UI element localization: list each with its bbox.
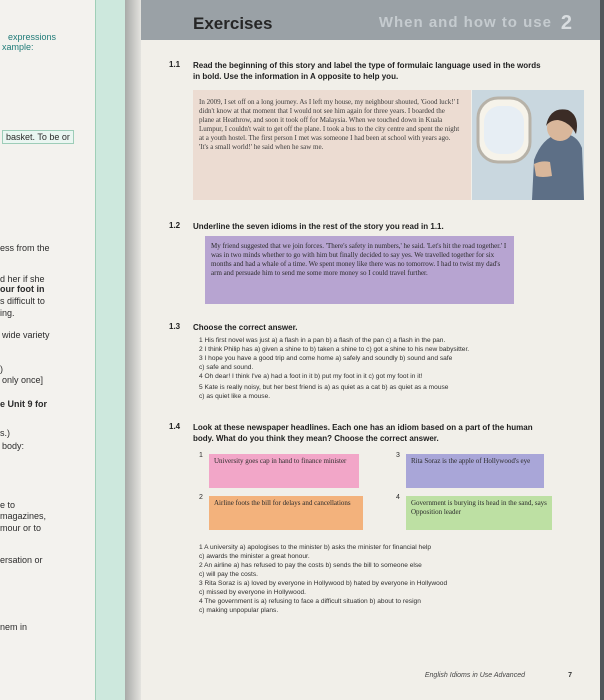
airplane-passenger-image: [472, 90, 584, 200]
left-snippet: s difficult to: [0, 296, 45, 306]
answer-item: c) awards the minister a great honour.: [199, 553, 310, 560]
exercise-instruction: Look at these newspaper headlines. Each one has an idiom based on a part of the human body. What do you think they mean? Choose the correct answer.: [193, 423, 533, 443]
left-snippet: xample:: [2, 42, 34, 52]
answer-item: 2 An airline a) has refused to pay the costs b) sends the bill to someone else: [199, 562, 422, 569]
left-snippet: body:: [2, 441, 25, 451]
answer-item: c) will pay the costs.: [199, 571, 258, 578]
headline-number: 2: [199, 494, 203, 501]
story-text: In 2009, I set off on a long journey. As I left my house, my neighbour shouted, 'Good luck!' I didn't know at that moment that I would not see him again for three years. I boarded the plane at Heathrow, and soon it took off for Malaysia. When we touched down in Kuala Lumpur, I couldn't wait to get off the plane. I took a bus to the city centre and spent the night at a youth hostel. The first person I met was someone I had been at school with years ago. 'It's a small world!' he said when he saw me.: [199, 98, 460, 151]
multiple-choice-item: c) as quiet like a mouse.: [199, 393, 271, 400]
story-text: My friend suggested that we join forces. 'There's safety in numbers,' he said. 'Let's hit the road together.' I was in two minds whether to go with him but finally decided to say yes. We travelled together for six months and had a whale of a time. We spent money like there was no tomorrow. I had to twist my dad's arm and persuade him to send me some more money so I could travel further.: [211, 242, 507, 277]
left-snippet: ing.: [0, 308, 15, 318]
story-box-1-1: [193, 90, 471, 200]
left-snippet: e Unit 9 for: [0, 399, 48, 409]
answer-item: 4 The government is a) refusing to face a difficult situation b) about to resign: [199, 598, 421, 605]
book-gutter: [125, 0, 141, 700]
multiple-choice-item: 4 Oh dear! I think I've a) had a foot in it b) put my foot in it c) got my foot in it!: [199, 373, 423, 380]
headline-number: 3: [396, 452, 400, 459]
page-number: 7: [568, 672, 572, 679]
headline-number: 1: [199, 452, 203, 459]
headline-box: Airline foots the bill for delays and cancellations: [209, 496, 363, 530]
book-title-footer: English Idioms in Use Advanced: [424, 672, 525, 679]
answer-item: 1 A university a) apologises to the minister b) asks the minister for financial help: [199, 544, 431, 551]
left-snippet: magazines,: [0, 511, 47, 521]
header-faded-number: 2: [560, 12, 572, 34]
left-snippet: basket. To be or: [2, 130, 74, 144]
answer-item: c) missed by everyone in Hollywood.: [199, 589, 307, 596]
exercise-number: 1.2: [169, 221, 181, 230]
left-snippet: nem in: [0, 622, 28, 632]
multiple-choice-item: c) safe and sound.: [199, 364, 254, 371]
left-page-margin-strip: [95, 0, 126, 700]
exercise-page: [141, 0, 600, 700]
multiple-choice-item: 1 His first novel was just a) a flash in a pan b) a flash of the pan c) a flash in the pan.: [199, 337, 446, 344]
headline-box: Rita Soraz is the apple of Hollywood's eye: [406, 454, 544, 488]
exercise-number: 1.3: [169, 322, 181, 331]
left-snippet: expressions: [8, 32, 57, 42]
left-snippet: ess from the: [0, 243, 50, 253]
exercise-instruction: Underline the seven idioms in the rest of the story you read in 1.1.: [193, 222, 444, 231]
left-page: [0, 0, 125, 700]
left-snippet: d her if she: [0, 274, 45, 284]
multiple-choice-item: 2 I think Philip has a) given a shine to b) taken a shine to c) got a shine to his new babysitter.: [199, 346, 470, 353]
answer-item: c) making unpopular plans.: [199, 607, 279, 614]
left-snippet: our foot in: [0, 284, 45, 294]
headline-box: University goes cap in hand to finance minister: [209, 454, 359, 488]
airplane-window-photo: [472, 90, 584, 200]
headline-box: Government is burying its head in the sand, says Opposition leader: [406, 496, 552, 530]
exercise-number: 1.1: [169, 60, 181, 69]
exercise-instruction: Read the beginning of this story and label the type of formulaic language used in the words in bold. Use the information in A opposite to help you.: [193, 61, 541, 81]
left-snippet: s.): [0, 428, 10, 438]
answer-list: [199, 543, 589, 615]
left-snippet: only once]: [2, 375, 44, 385]
multiple-choice-item: 5 Kate is really noisy, but her best friend is a) as quiet as a cat b) as quiet as a mouse: [199, 384, 449, 391]
header-faded-text: When and how to use: [378, 14, 552, 31]
answer-item: 3 Rita Soraz is a) loved by everyone in Hollywood b) hated by everyone in Hollywood: [199, 580, 448, 587]
multiple-choice-item: 3 I hope you have a good trip and come home a) safely and soundly b) sound and safe: [199, 355, 453, 362]
left-snippet: wide variety: [2, 330, 50, 340]
story-box-1-2: [205, 236, 514, 304]
exercise-instruction: Choose the correct answer.: [193, 323, 298, 332]
right-edge-shadow: [600, 0, 604, 700]
page-title: Exercises: [193, 14, 273, 33]
left-snippet: ersation or: [0, 555, 43, 565]
left-snippet: ): [0, 364, 3, 374]
left-snippet: e to: [0, 500, 16, 510]
header-band: [141, 0, 600, 40]
left-snippet: mour or to: [0, 523, 42, 533]
exercise-number: 1.4: [169, 422, 181, 431]
headline-number: 4: [396, 494, 400, 501]
